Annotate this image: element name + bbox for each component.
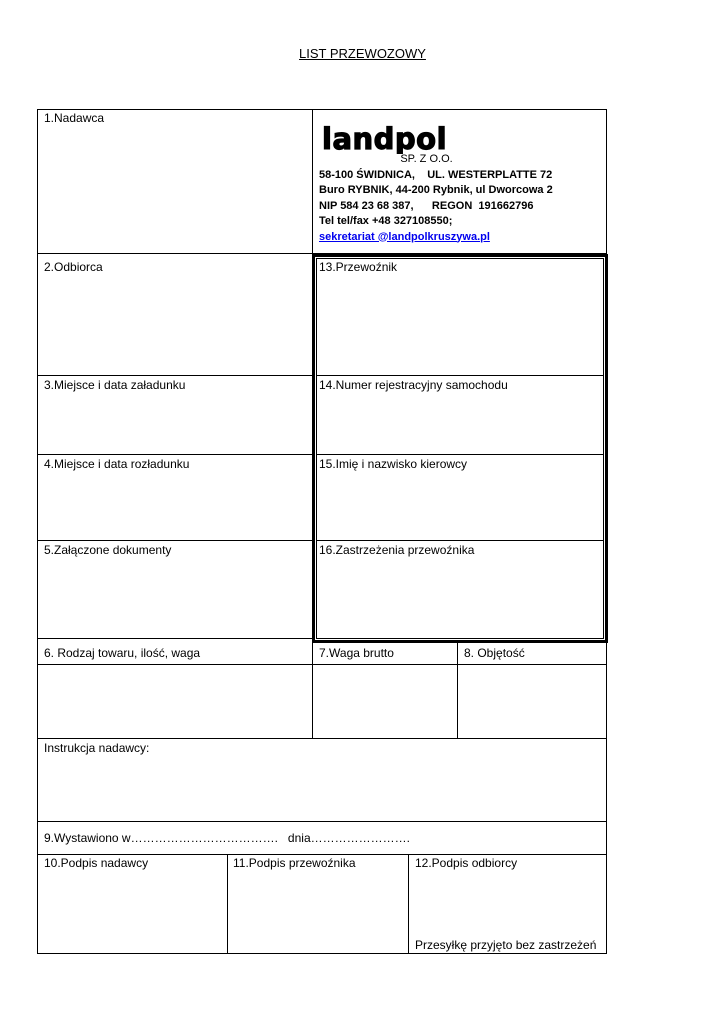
company-type: SP. Z O.O. — [400, 153, 453, 165]
company-email-link[interactable]: sekretariat @landpolkruszywa.pl — [319, 230, 490, 243]
row-divider — [37, 454, 314, 455]
carrier-row-divider — [316, 540, 604, 541]
sender-instructions-label: Instrukcja nadawcy: — [44, 741, 150, 755]
sender-signature-label: 10.Podpis nadawcy — [44, 856, 149, 870]
col-divider — [227, 854, 228, 953]
row-divider — [37, 738, 607, 739]
documents-label: 5.Załączone dokumenty — [44, 543, 172, 557]
company-details — [319, 152, 599, 245]
carrier-box-inner — [316, 258, 604, 639]
row-divider — [37, 821, 607, 822]
registration-label: 14.Numer rejestracyjny samochodu — [319, 378, 508, 392]
carrier-label: 13.Przewoźnik — [319, 260, 398, 274]
row-divider — [37, 540, 314, 541]
col-divider — [408, 854, 409, 953]
company-address: 58-100 ŚWIDNICA, UL. WESTERPLATTE 72 — [319, 168, 553, 181]
logo-text: landpol — [322, 124, 448, 154]
row-divider — [37, 375, 314, 376]
recipient-label: 2.Odbiorca — [44, 260, 103, 274]
issued-label: 9.Wystawiono w………………………………. dnia……………………. — [44, 831, 410, 845]
received-note: Przesyłkę przyjęto bez zastrzeżeń — [415, 938, 597, 952]
carrier-signature-label: 11.Podpis przewoźnika — [233, 856, 356, 870]
driver-label: 15.Imię i nazwisko kierowcy — [319, 457, 468, 471]
document-title: LIST PRZEWOZOWY — [299, 46, 426, 61]
company-office: Buro RYBNIK, 44-200 Rybnik, ul Dworcowa 2 — [319, 184, 553, 196]
company-phone: Tel tel/fax +48 327108550; — [319, 215, 453, 227]
recipient-signature-label: 12.Podpis odbiorcy — [415, 856, 518, 870]
sender-label: 1.Nadawca — [44, 111, 105, 125]
unloading-place-label: 4.Miejsce i data rozładunku — [44, 457, 190, 471]
col-divider — [457, 642, 458, 738]
carrier-reservations-label: 16.Zastrzeżenia przewoźnika — [319, 543, 475, 557]
frame-bottom — [37, 953, 607, 954]
carrier-row-divider — [316, 454, 604, 455]
row-divider — [37, 638, 314, 639]
goods-label: 6. Rodzaj towaru, ilość, waga — [44, 646, 201, 660]
row-divider — [37, 854, 607, 855]
gross-weight-label: 7.Waga brutto — [319, 646, 394, 660]
frame-left — [37, 109, 38, 954]
landpol-logo — [320, 124, 470, 154]
carrier-row-divider — [316, 375, 604, 376]
row-divider — [37, 664, 607, 665]
volume-label: 8. Objętość — [464, 646, 525, 660]
company-tax-ids: NIP 584 23 68 387, REGON 191662796 — [319, 199, 534, 212]
frame-top — [37, 109, 607, 110]
loading-place-label: 3.Miejsce i data załadunku — [44, 378, 186, 392]
